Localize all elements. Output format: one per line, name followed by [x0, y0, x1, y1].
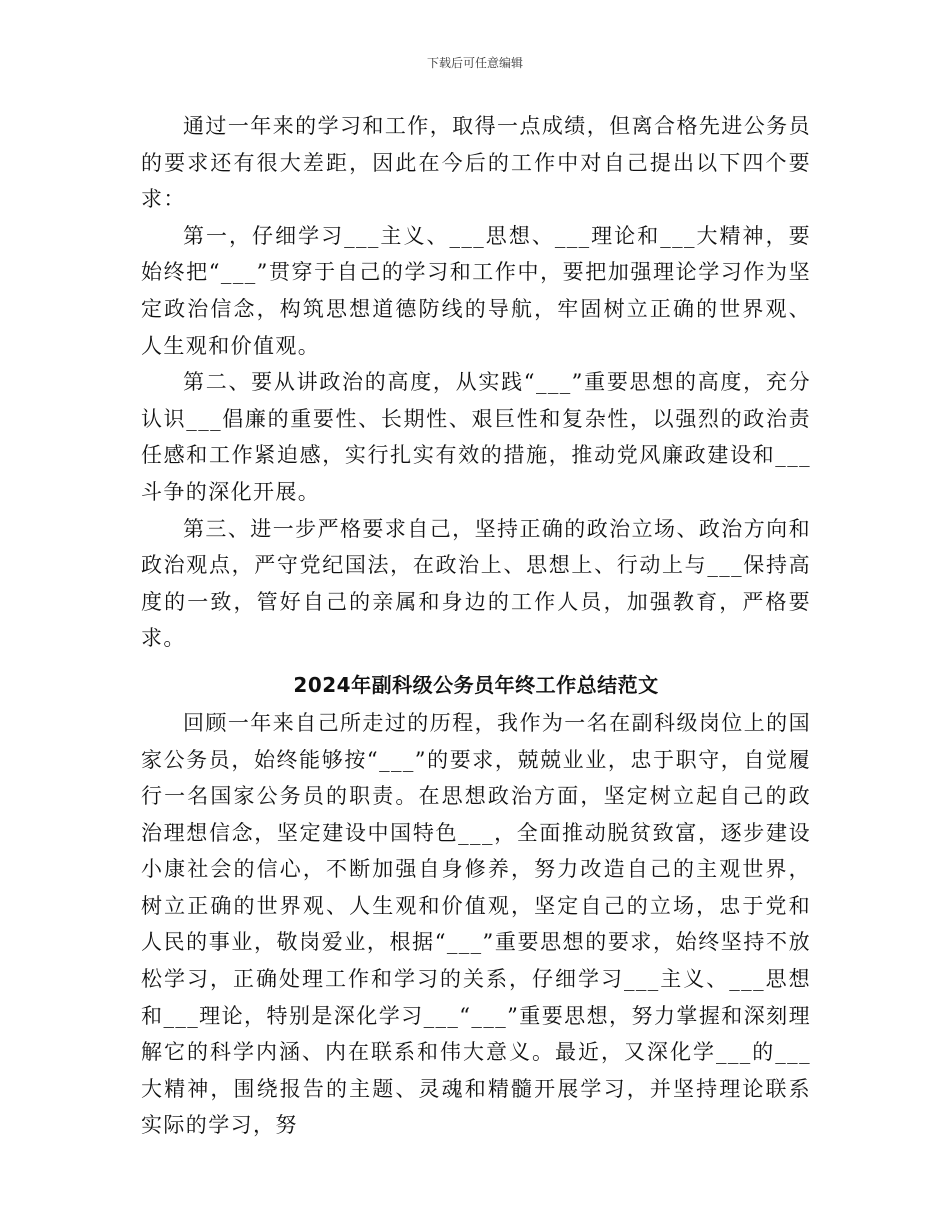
- section-title: 2024年副科级公务员年终工作总结范文: [293, 672, 659, 697]
- paragraph-requirement-2: 第二、要从讲政治的高度，从实践“___”重要思想的高度，充分认识___倡廉的重要性、长期性、艰巨性和复杂性，以强烈的政治责任感和工作紧迫感，实行扎实有效的措施，推动党风廉政建设和___斗争的深化开展。: [141, 370, 811, 504]
- page-header: 下载后可任意编辑: [426, 56, 523, 70]
- paragraph-requirement-3: 第三、进一步严格要求自己，坚持正确的政治立场、政治方向和政治观点，严守党纪国法，在政治上、思想上、行动上与___保持高度的一致，管好自己的亲属和身边的工作人员，加强教育，严格要求。: [141, 516, 811, 651]
- paragraph-review: 回顾一年来自己所走过的历程，我作为一名在副科级岗位上的国家公务员，始终能够按“___”的要求，兢兢业业，忠于职守，自觉履行一名国家公务员的职责。在思想政治方面，坚定树立起自己的政治理想信念，坚定建设中国特色___，全面推动脱贫致富，逐步建设小康社会的信心，不断加强自身修养，努力改造自己的主观世界，树立正确的世界观、人生观和价值观，坚定自己的立场，忠于党和人民的事业，敬岗爱业，根据“___”重要思想的要求，始终坚持不放松学习，正确处理工作和学习的关系，仔细学习___主义、___思想和___理论，特别是深化学习___“___”重要思想，努力掌握和深刻理解它的科学内涵、内在联系和伟大意义。最近，又深化学___的___大精神，围绕报告的主题、灵魂和精髓开展学习，并坚持理论联系实际的学习，努: [141, 710, 811, 1138]
- paragraph-requirement-1: 第一，仔细学习___主义、___思想、___理论和___大精神，要始终把“___”贯穿于自己的学习和工作中，要把加强理论学习作为坚定政治信念，构筑思想道德防线的导航，牢固树立正确的世界观、人生观和价值观。: [141, 223, 811, 358]
- document-body: [141, 108, 811, 1144]
- paragraph-intro: 通过一年来的学习和工作，取得一点成绩，但离合格先进公务员的要求还有很大差距，因此在今后的工作中对自己提出以下四个要求：: [141, 114, 811, 212]
